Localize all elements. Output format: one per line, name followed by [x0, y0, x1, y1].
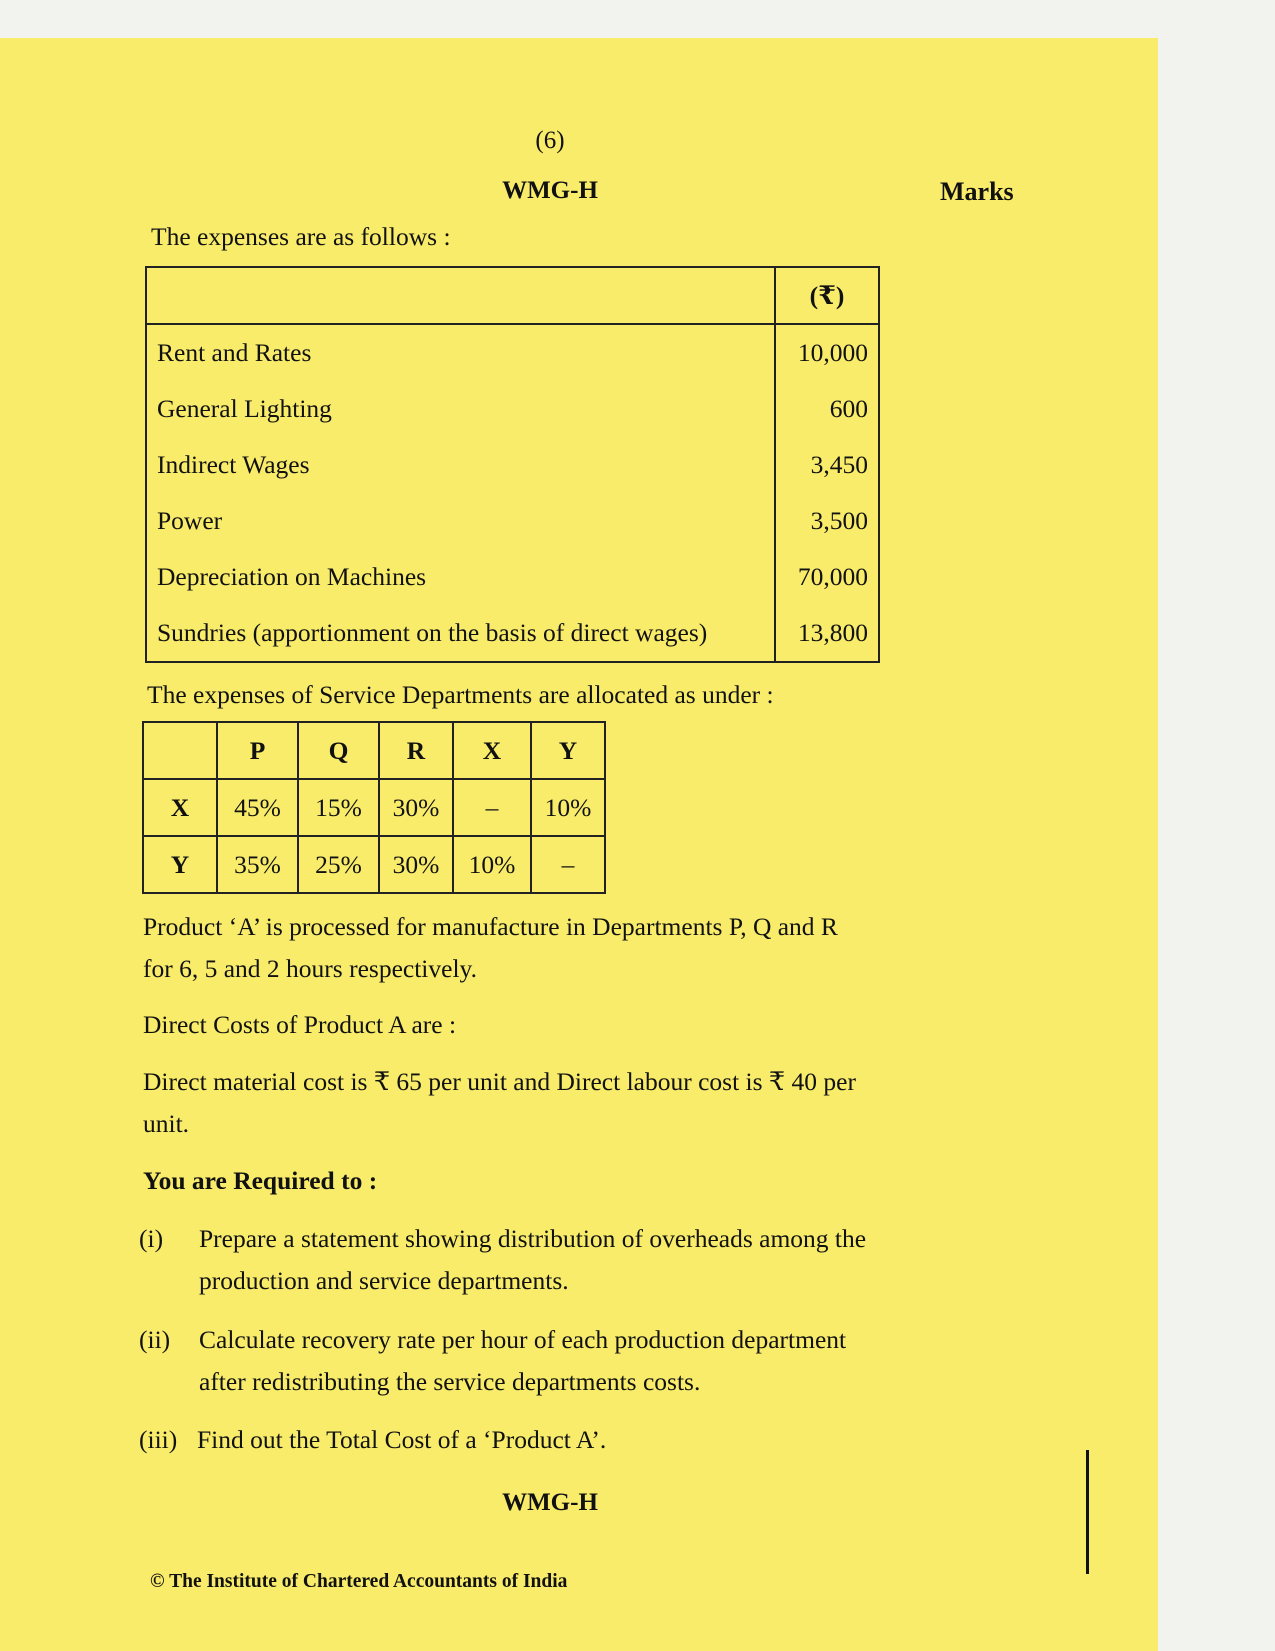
- allocation-cell: 30%: [379, 779, 453, 836]
- expense-amount: 13,800: [775, 605, 879, 662]
- expenses-intro: The expenses are as follows :: [151, 222, 451, 251]
- table-row: [143, 836, 605, 893]
- allocation-header-row: [143, 722, 605, 779]
- allocation-cell: 25%: [298, 836, 379, 893]
- allocation-cell: 10%: [531, 779, 605, 836]
- requirement-number: (iii): [139, 1425, 178, 1454]
- allocation-cell: 35%: [217, 836, 298, 893]
- allocation-header-cell: R: [379, 722, 453, 779]
- allocation-cell: Y: [143, 836, 217, 893]
- expense-amount: 600: [775, 381, 879, 437]
- allocation-cell: 45%: [217, 779, 298, 836]
- allocation-header-cell: X: [453, 722, 531, 779]
- allocation-header-cell: P: [217, 722, 298, 779]
- table-row: [146, 324, 879, 381]
- expense-amount: 70,000: [775, 549, 879, 605]
- expense-label: Depreciation on Machines: [157, 562, 427, 591]
- paper-sheet-edge: [1130, 900, 1158, 1651]
- requirement-text-line-2: production and service departments.: [199, 1266, 569, 1295]
- expenses-table: [145, 266, 880, 663]
- allocation-cell: 10%: [453, 836, 531, 893]
- expense-amount: 3,500: [775, 493, 879, 549]
- allocation-cell: X: [143, 779, 217, 836]
- table-row: [146, 437, 879, 493]
- product-paragraph-line-2: for 6, 5 and 2 hours respectively.: [143, 954, 478, 983]
- table-row: [143, 779, 605, 836]
- product-paragraph-line-1: Product ‘A’ is processed for manufacture in Departments P, Q and R: [143, 912, 838, 941]
- requirement-number: (ii): [139, 1325, 171, 1354]
- requirement-text-line-1: Prepare a statement showing distribution of overheads among the: [199, 1224, 867, 1253]
- expense-label: Rent and Rates: [157, 338, 312, 367]
- table-row: [146, 549, 879, 605]
- direct-costs-line-2: unit.: [143, 1109, 190, 1138]
- requirement-text-line-2: after redistributing the service departments costs.: [199, 1367, 701, 1396]
- margin-line: [1086, 1450, 1089, 1574]
- page-number: (6): [535, 127, 565, 154]
- allocation-cell: 30%: [379, 836, 453, 893]
- expense-amount: 10,000: [775, 324, 879, 381]
- expense-label: Power: [157, 506, 223, 535]
- table-row: [146, 381, 879, 437]
- allocation-header-cell: [143, 722, 217, 779]
- allocation-header-cell: Q: [298, 722, 379, 779]
- currency-header: (₹): [775, 267, 879, 324]
- table-row: [146, 605, 879, 662]
- expense-amount: 3,450: [775, 437, 879, 493]
- expense-label: Indirect Wages: [157, 450, 310, 479]
- allocation-cell: –: [531, 836, 605, 893]
- allocation-cell: 15%: [298, 779, 379, 836]
- requirement-text-line-1: Calculate recovery rate per hour of each production department: [199, 1325, 847, 1354]
- required-heading: You are Required to :: [143, 1166, 378, 1195]
- paper-code-footer: WMG-H: [502, 1489, 598, 1516]
- table-row: [146, 493, 879, 549]
- expenses-table-header: [146, 267, 879, 324]
- requirement-text-line-1: Find out the Total Cost of a ‘Product A’.: [197, 1425, 607, 1454]
- expenses-header-blank: [146, 267, 775, 324]
- requirement-number: (i): [139, 1224, 164, 1253]
- expense-label: General Lighting: [157, 394, 332, 423]
- direct-costs-line-1: Direct material cost is ₹ 65 per unit and Direct labour cost is ₹ 40 per: [143, 1067, 856, 1096]
- allocation-table: [142, 721, 606, 894]
- marks-label: Marks: [940, 177, 1014, 206]
- paper-code-header: WMG-H: [502, 177, 598, 204]
- expense-label: Sundries (apportionment on the basis of direct wages): [157, 618, 708, 647]
- service-allocation-intro: The expenses of Service Departments are allocated as under :: [147, 680, 774, 709]
- allocation-cell: –: [453, 779, 531, 836]
- direct-costs-intro: Direct Costs of Product A are :: [143, 1010, 457, 1039]
- copyright-notice: © The Institute of Chartered Accountants of India: [150, 1571, 568, 1592]
- allocation-header-cell: Y: [531, 722, 605, 779]
